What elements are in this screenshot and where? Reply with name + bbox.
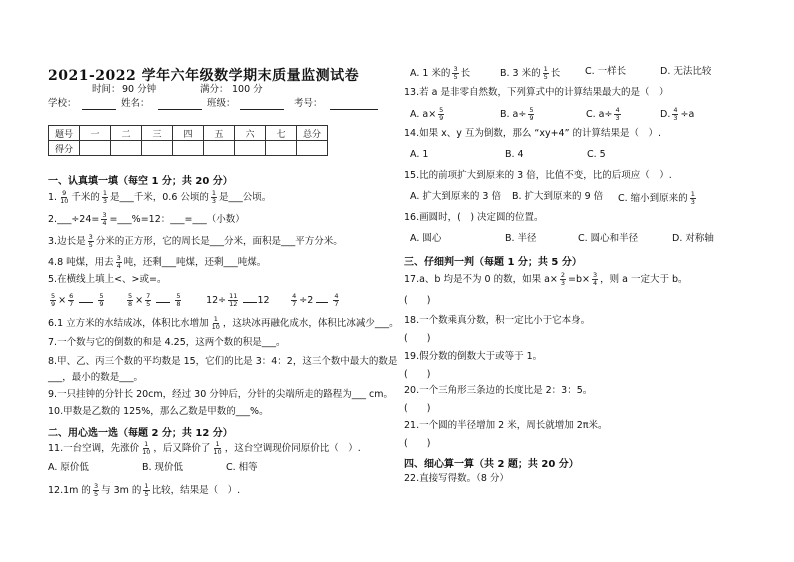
number-field[interactable] [330,99,378,110]
question-19: 19.假分数的倒数大于或等于 1。 [404,351,543,362]
score-header: 七 [266,126,297,141]
score-header: 三 [142,126,173,141]
score-cell[interactable] [142,141,173,156]
score-row-label: 得分 [49,141,80,156]
question-22: 22.直接写得数。（8 分） [404,473,509,484]
question-6: 6.1 立方米的水结成冰，体积比水增加 $\frac{1}{10}$ ，这块冰再融化成水，体积比冰减少___。 [48,315,399,331]
section-4-title: 四、细心算一算（共 2 题；共 20 分） [404,459,579,470]
score-label: 满分： [200,84,229,95]
q16-option-b[interactable]: B. 半径 [505,233,537,244]
class-label: 班级： [207,98,236,109]
question-5-items: $\frac{5}{9}$ × $\frac{6}{7}$ $\frac{5}{9}$ $\frac{5}{8}$ × $\frac{7}{5}$ $\frac{5}{8}$ 12÷ $\frac{11}{12}$ 12 $\frac{4}{7}$ ÷2 $\frac{4}{7}$ [51,292,339,308]
score-header: 总分 [297,126,328,141]
q16-option-d[interactable]: D. 对称轴 [672,233,714,244]
q14-option-c[interactable]: C. 5 [587,149,606,160]
q21-answer-paren[interactable]: ( ) [404,438,431,449]
question-2: 2.___÷24= $\frac{3}{4}$ =___%=12：___=___（小数） [48,211,245,227]
q11-option-c[interactable]: C. 相等 [226,462,258,473]
q14-option-b[interactable]: B. 4 [505,149,524,160]
score-cell[interactable] [204,141,235,156]
score-header: 五 [204,126,235,141]
question-3: 3.边长是 $\frac{3}{5}$ 分米的正方形，它的周长是___分米，面积是___平方分米。 [48,233,343,249]
score-value: 100 分 [232,84,263,95]
q17-answer-paren[interactable]: ( ) [404,295,431,306]
question-14: 14.如果 x、y 互为倒数，那么 “xy+4” 的计算结果是（ ）. [404,128,662,139]
q12-option-a[interactable]: A. 1 米的 $\frac{3}{5}$ 长 [410,65,471,81]
time-value: 90 分钟 [122,84,157,95]
question-8b: ___，最小的数是___。 [48,372,144,383]
question-9: 9.一只挂钟的分针长 20cm，经过 30 分钟后，分针的尖端所走的路程为___ cm。 [48,389,394,400]
school-label: 学校： [48,98,77,109]
score-cell[interactable] [111,141,142,156]
score-cell[interactable] [266,141,297,156]
q11-option-a[interactable]: A. 原价低 [48,462,89,473]
question-5: 5.在横线上填上<、>或=。 [48,274,167,285]
question-4: 4.8 吨煤，用去 $\frac{3}{4}$ 吨，还剩___吨煤，还剩___吨煤。 [48,254,267,270]
q15-option-b[interactable]: B. 扩大到原来的 9 倍 [512,191,604,202]
score-header: 六 [235,126,266,141]
q18-answer-paren[interactable]: ( ) [404,333,431,344]
question-7: 7.一个数与它的倒数的和是 4.25，这两个数的积是___。 [48,337,286,348]
question-10: 10.甲数是乙数的 125%，那么乙数是甲数的___%。 [48,406,269,417]
question-15: 15.比的前项扩大到原来的 3 倍，比值不变，比的后项应（ ）. [404,170,672,181]
q12-option-c[interactable]: C. 一样长 [585,66,627,77]
q15-option-c[interactable]: C. 缩小到原来的 $\frac{1}{3}$ [618,190,695,206]
q11-option-b[interactable]: B. 现价低 [142,462,184,473]
number-label: 考号： [294,98,323,109]
question-1: 1. $\frac{9}{10}$ 千米的 $\frac{1}{3}$ 是___千米，0.6 公顷的 $\frac{1}{3}$ 是___公顷。 [48,189,272,205]
q19-answer-paren[interactable]: ( ) [404,369,431,380]
section-3-title: 三、仔细判一判（每题 1 分；共 5 分） [404,257,582,268]
q16-option-c[interactable]: C. 圆心和半径 [578,233,639,244]
question-21: 21.一个圆的半径增加 2 米，周长就增加 2π米。 [404,420,608,431]
question-20: 20.一个三角形三条边的长度比是 2：3：5。 [404,385,593,396]
question-13: 13.若 a 是非零自然数，下列算式中的计算结果最大的是（ ） [404,87,669,98]
score-header: 题号 [49,126,80,141]
question-11: 11.一台空调，先涨价 $\frac{1}{10}$ ，后又降价了 $\frac{1}{10}$ ，这台空调现价同原价比（ ）. [48,440,361,456]
section-1-title: 一、认真填一填（每空 1 分；共 20 分） [48,176,233,187]
name-label: 姓名： [121,98,150,109]
time-label: 时间： [92,84,121,95]
score-header: 二 [111,126,142,141]
q13-option-c[interactable]: C. a÷ $\frac{4}{3}$ [586,106,620,122]
q12-option-b[interactable]: B. 3 米的 $\frac{1}{5}$ 长 [500,65,561,81]
section-2-title: 二、用心选一选（每题 2 分；共 12 分） [48,428,233,439]
q13-option-b[interactable]: B. a÷ $\frac{5}{9}$ [500,106,534,122]
score-cell[interactable] [173,141,204,156]
name-field[interactable] [158,99,202,110]
score-cell[interactable] [235,141,266,156]
q13-option-a[interactable]: A. a× $\frac{5}{9}$ [410,106,444,122]
school-field[interactable] [82,99,116,110]
score-header: 四 [173,126,204,141]
question-18: 18.一个数乘真分数，积一定比小于它本身。 [404,315,591,326]
score-table [48,125,328,156]
q15-option-a[interactable]: A. 扩大到原来的 3 倍 [410,191,501,202]
q16-option-a[interactable]: A. 圆心 [410,233,442,244]
page-title: 2021-2022 学年六年级数学期末质量监测试卷 [48,68,360,84]
q13-option-d[interactable]: D. $\frac{4}{3}$ ÷a [660,106,695,122]
q20-answer-paren[interactable]: ( ) [404,403,431,414]
score-header: 一 [80,126,111,141]
score-cell[interactable] [297,141,328,156]
q12-option-d[interactable]: D. 无法比较 [660,66,712,77]
question-8a: 8.甲、乙、丙三个数的平均数是 15，它们的比是 3：4：2，这三个数中最大的数是 [48,356,398,367]
question-17: 17.a、b 均是不为 0 的数，如果 a× $\frac{2}{3}$ =b× $\frac{3}{4}$ ，则 a 一定大于 b。 [404,271,688,287]
score-cell[interactable] [80,141,111,156]
question-12: 12.1m 的 $\frac{3}{5}$ 与 3m 的 $\frac{1}{5}$ 比较，结果是（ ）. [48,482,241,498]
question-16: 16.画圆时，( ) 决定圆的位置。 [404,212,544,223]
class-field[interactable] [240,99,284,110]
q14-option-a[interactable]: A. 1 [410,149,429,160]
